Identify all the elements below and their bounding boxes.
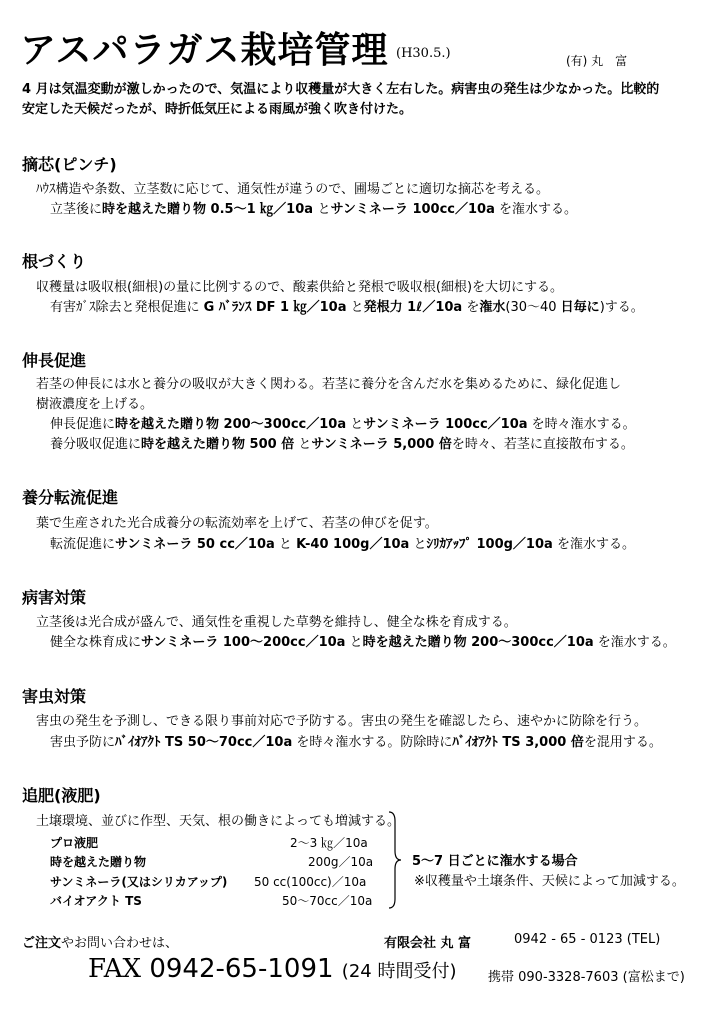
body-text: を潅水する。 <box>494 202 578 217</box>
body-text: 養分吸収促進に <box>50 437 142 452</box>
emphasis-text: 0.5～1 ㎏／10a <box>206 202 318 217</box>
heading-nezukuri: 根づくり <box>22 252 87 271</box>
tsuihi-line-1: 土壌環境、並びに作型、天気、根の働きによっても増減する。 <box>36 814 401 829</box>
youbun-line-2 <box>50 535 635 555</box>
body-text: 有害ｶﾞｽ除去と発根促進に <box>50 300 204 315</box>
tekishin-line-2 <box>50 200 577 220</box>
body-text: 立茎後に <box>50 202 103 217</box>
curly-brace-icon <box>388 811 402 909</box>
page-title: アスパラガス栽培管理 <box>20 30 389 71</box>
emphasis-text: ｼﾘｶｱｯﾌﾟ 100g／10a <box>426 537 553 552</box>
shinchou-line-1: 若茎の伸長には水と養分の吸収が大きく関わる。若茎に養分を含んだ水を集めるために、緑化促進し <box>36 377 622 392</box>
emphasis-text: K-40 100g／10a <box>296 537 410 552</box>
heading-gaichuu: 害虫対策 <box>22 687 87 706</box>
heading-tsuihi: 追肥(液肥) <box>22 786 101 805</box>
body-text: を時々潅水する。 <box>527 417 636 432</box>
youbun-line-1: 葉で生産された光合成養分の転流効率を上げて、若茎の伸びを促す。 <box>36 516 438 531</box>
body-text: 転流促進に <box>50 537 116 552</box>
emphasis-text: 時を越えた贈り物 <box>102 202 207 217</box>
emphasis-text: サンミネーラ 100cc／10a <box>330 202 495 217</box>
body-text: と <box>294 437 312 452</box>
shinchou-line-4 <box>50 435 634 455</box>
intro-line-1: 4 月は気温変動が激しかったので、気温により収穫量が大きく左右した。病害虫の発生は少なかった。比較的 <box>22 82 660 97</box>
shinchou-line-2: 樹液濃度を上げる。 <box>36 397 154 412</box>
tsuihi-item-label: サンミネーラ(又はシリカアップ) <box>50 875 228 889</box>
shinchou-line-3 <box>50 415 636 435</box>
inquiry-rest: やお問い合わせは、 <box>61 936 179 951</box>
tsuihi-item-amount: 50 cc(100cc)／10a <box>254 875 367 889</box>
body-text: を潅水する。 <box>593 635 676 650</box>
tsuihi-note-1: 5～7 日ごとに潅水する場合 <box>412 854 578 869</box>
body-text: 健全な株育成に <box>50 635 142 650</box>
tsuihi-item-label: 時を越えた贈り物 <box>50 855 147 869</box>
emphasis-text: G ﾊﾞﾗﾝｽ DF 1 ㎏／10a <box>203 300 347 315</box>
company-tag: (有) 丸 富 <box>566 54 628 68</box>
heading-tekishin: 摘芯(ピンチ) <box>22 155 117 174</box>
body-text: を混用する。 <box>583 735 662 750</box>
body-text: を時々、若茎に直接散布する。 <box>451 437 634 452</box>
emphasis-text: サンミネーラ 5,000 倍 <box>311 437 452 452</box>
title-date: (H30.5.) <box>396 46 451 61</box>
body-text: 伸長促進に <box>50 417 116 432</box>
fax-label: FAX <box>88 954 150 984</box>
body-text: を <box>462 300 480 315</box>
tsuihi-item-amount: 2～3 ㎏／10a <box>290 836 368 850</box>
nezukuri-line-1: 収穫量は吸収根(細根)の量に比例するので、酸素供給と発根で吸収根(細根)を大切にする。 <box>36 280 564 295</box>
byougai-line-2 <box>50 633 676 653</box>
body-text: (30～40 <box>505 300 561 315</box>
body-text: を潅水する。 <box>552 537 635 552</box>
gaichuu-line-2 <box>50 733 662 753</box>
body-text: と <box>274 537 297 552</box>
emphasis-text: サンミネーラ 100～200cc／10a <box>141 635 346 650</box>
company-name: 有限会社 丸 富 <box>384 936 472 951</box>
tsuihi-item-amount: 50～70cc／10a <box>282 894 373 908</box>
emphasis-text: ﾊﾞｲｵｱｸﾄ TS 50～70cc／10a <box>115 735 293 750</box>
nezukuri-line-2 <box>50 298 644 318</box>
byougai-line-1: 立茎後は光合成が盛んで、通気性を重視した草勢を維持し、健全な株を育成する。 <box>36 615 517 630</box>
tekishin-line-1: ﾊｳｽ構造や条数、立茎数に応じて、通気性が違うので、圃場ごとに適切な摘芯を考える。 <box>36 182 549 197</box>
emphasis-text: 潅水 <box>479 300 506 315</box>
emphasis-text: サンミネーラ 100cc／10a <box>363 417 528 432</box>
heading-youbun: 養分転流促進 <box>22 488 119 507</box>
heading-shinchou: 伸長促進 <box>22 351 87 370</box>
tsuihi-note-2: ※収穫量や土壌条件、天候によって加減する。 <box>414 874 685 889</box>
body-text: と <box>345 635 363 650</box>
emphasis-text: 時を越えた贈り物 200～300cc／10a <box>362 635 594 650</box>
heading-byougai: 病害対策 <box>22 588 87 607</box>
fax-number: 0942-65-1091 <box>149 954 334 984</box>
emphasis-text: 時を越えた贈り物 500 倍 <box>141 437 295 452</box>
emphasis-text: 時を越えた贈り物 200～300cc／10a <box>115 417 347 432</box>
body-text: と <box>317 202 331 217</box>
body-text: と <box>346 417 364 432</box>
tel-number: 0942 - 65 - 0123 (TEL) <box>514 932 661 947</box>
body-text: )する。 <box>599 300 644 315</box>
tsuihi-item-label: バイオアクト TS <box>50 894 142 908</box>
intro-line-2: 安定した天候だったが、時折低気圧による雨風が強く吹き付けた。 <box>22 102 413 117</box>
emphasis-text: ﾊﾞｲｵｱｸﾄ TS 3,000 倍 <box>452 735 584 750</box>
body-text: と <box>346 300 364 315</box>
fax-note: (24 時間受付) <box>341 961 457 982</box>
fax-line <box>88 954 456 984</box>
emphasis-text: サンミネーラ 50 cc／10a <box>115 537 275 552</box>
inquiry-bold: ご注文 <box>22 936 62 951</box>
emphasis-text: 発根力 1ℓ／10a <box>363 300 463 315</box>
intro-paragraph <box>22 80 712 120</box>
gaichuu-line-1: 害虫の発生を予測し、できる限り事前対応で予防する。害虫の発生を確認したら、速やかに防除を行う。 <box>36 714 648 729</box>
body-text: 害虫予防に <box>50 735 116 750</box>
body-text: を時々潅水する。防除時に <box>292 735 453 750</box>
body-text: と <box>409 537 427 552</box>
emphasis-text: 日毎に <box>560 300 600 315</box>
tsuihi-item-label: プロ液肥 <box>50 836 99 850</box>
mobile-number: 携帯 090-3328-7603 (富松まで) <box>488 970 685 985</box>
inquiry-text <box>22 932 178 951</box>
tsuihi-item-amount: 200g／10a <box>308 855 374 869</box>
